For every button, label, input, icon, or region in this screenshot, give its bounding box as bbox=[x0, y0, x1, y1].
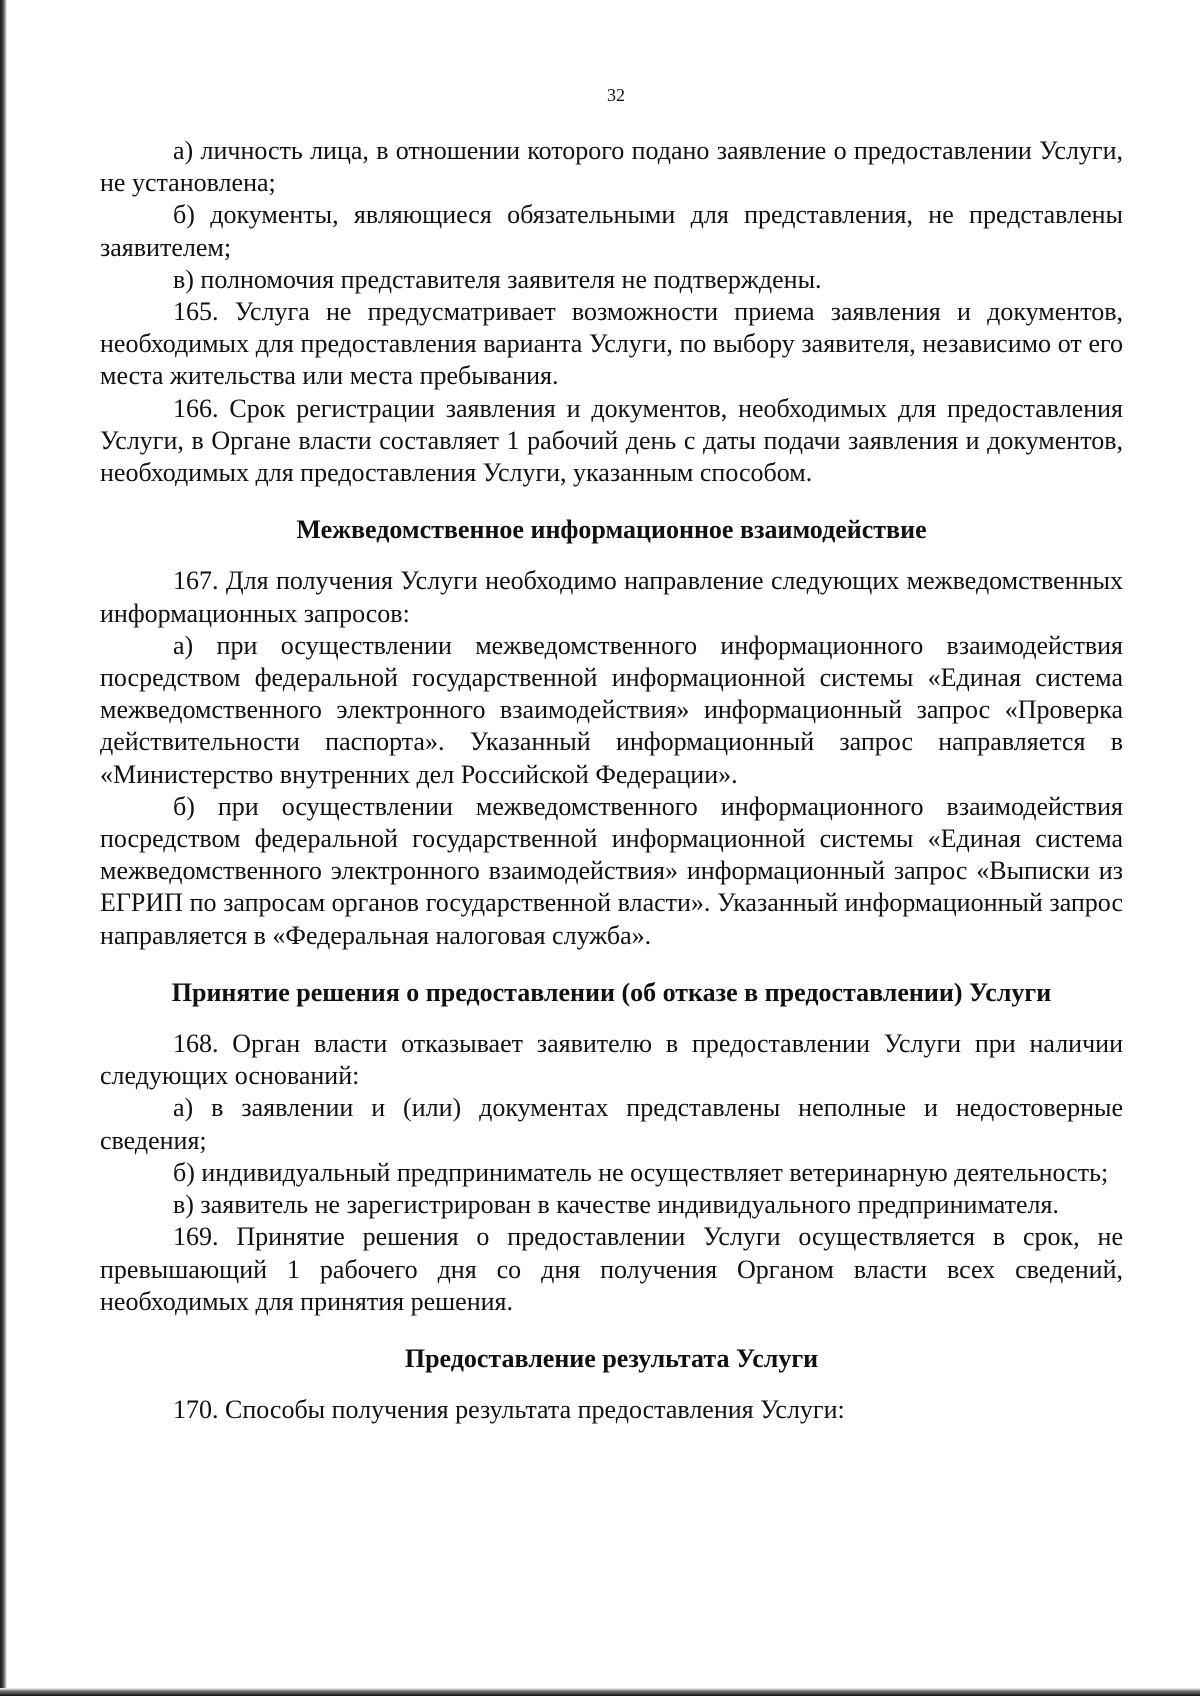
paragraph: а) личность лица, в отношении которого подано заявление о предоставлении Услуги, не установлена; bbox=[100, 136, 1123, 198]
paragraph: 167. Для получения Услуги необходимо направление следующих межведомственных информационных запросов: bbox=[100, 566, 1123, 628]
section-heading: Предоставление результата Услуги bbox=[404, 1343, 819, 1373]
spacer bbox=[100, 1009, 1123, 1028]
paragraph: 169. Принятие решения о предоставлении Услуги осуществляется в срок, не превышающий 1 рабочего дня со дня получения Органом власти всех сведений, необходимых для принятия решения. bbox=[100, 1222, 1123, 1316]
spacer bbox=[100, 1375, 1123, 1394]
page-number: 32 bbox=[607, 85, 625, 105]
spacer bbox=[100, 546, 1123, 565]
paragraph: б) при осуществлении межведомственного информационного взаимодействия посредством федеральной государственной информационной системы «Единая система межведомственного электронного взаимодействия» информационный запрос «Выписки из ЕГРИП по запросам органов государственной власти». Указанный информационный запрос направляется в «Федеральная налоговая служба». bbox=[100, 791, 1123, 950]
paragraph: б) документы, являющиеся обязательными для представления, не представлены заявителем; bbox=[100, 200, 1123, 262]
paragraph: а) при осуществлении межведомственного информационного взаимодействия посредством федеральной государственной информационной системы «Единая система межведомственного электронного взаимодействия» информационный запрос «Проверка действительности паспорта». Указанный информационный запрос направляется в «Министерство внутренних дел Российской Федерации». bbox=[100, 630, 1123, 789]
paragraph: 165. Услуга не предусматривает возможности приема заявления и документов, необходимых для предоставления варианта Услуги, по выбору заявителя, независимо от его места жительства или места пребывания. bbox=[100, 297, 1123, 391]
paragraph: в) заявитель не зарегистрирован в качестве индивидуального предпринимателя. bbox=[173, 1190, 1059, 1220]
document-body bbox=[100, 135, 1123, 1426]
paragraph: 168. Орган власти отказывает заявителю в предоставлении Услуги при наличии следующих оснований: bbox=[100, 1029, 1123, 1091]
section-heading: Межведомственное информационное взаимодействие bbox=[296, 515, 927, 545]
spacer bbox=[100, 489, 1123, 514]
paragraph: б) индивидуальный предприниматель не осуществляет ветеринарную деятельность; bbox=[173, 1157, 1109, 1187]
paragraph: 170. Способы получения результата предоставления Услуги: bbox=[173, 1395, 845, 1425]
section-heading: Принятие решения о предоставлении (об отказе в предоставлении) Услуги bbox=[171, 977, 1052, 1007]
scan-left-edge bbox=[0, 0, 7, 1696]
spacer bbox=[100, 952, 1123, 977]
paragraph: 166. Срок регистрации заявления и документов, необходимых для предоставления Услуги, в Органе власти составляет 1 рабочий день с даты подачи заявления и документов, необходимых для предоставления Услуги, указанным способом. bbox=[100, 393, 1123, 488]
spacer bbox=[100, 1318, 1123, 1343]
paragraph: а) в заявлении и (или) документах представлены неполные и недостоверные сведения; bbox=[100, 1093, 1123, 1155]
scan-bottom-edge bbox=[0, 1688, 1200, 1696]
paragraph: в) полномочия представителя заявителя не подтверждены. bbox=[173, 264, 822, 294]
